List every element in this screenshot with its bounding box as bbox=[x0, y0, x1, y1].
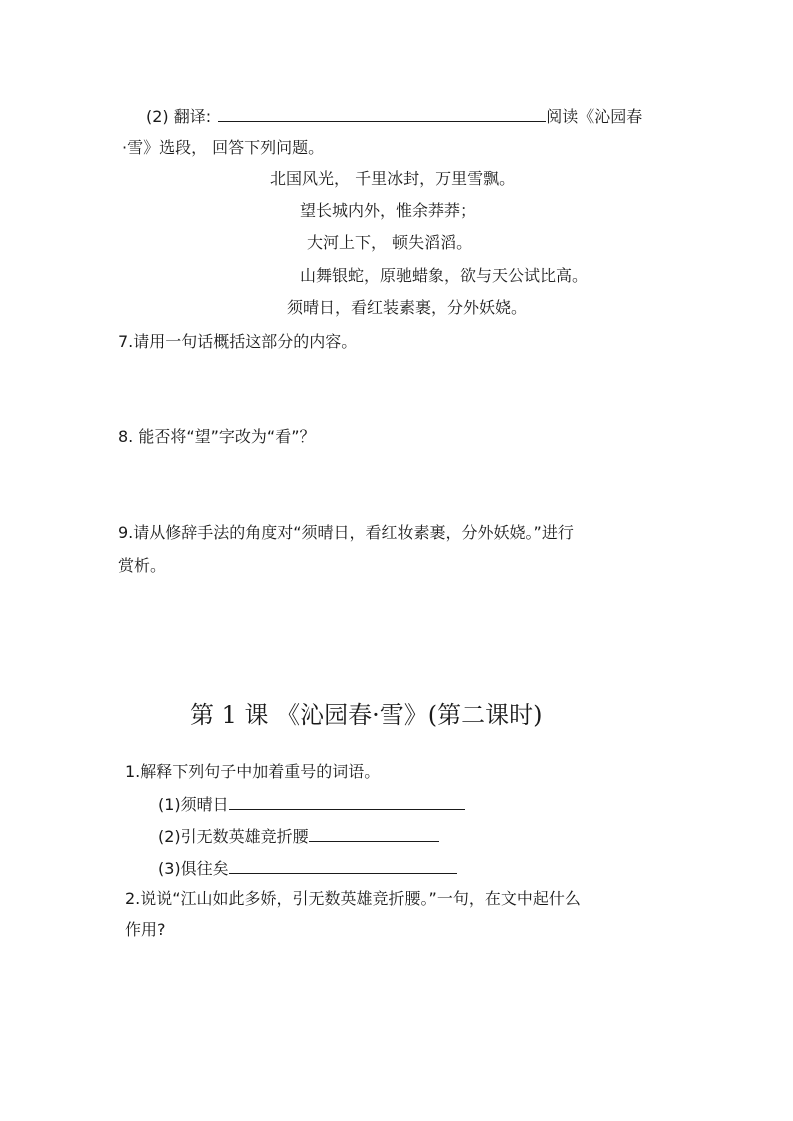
item-2-blank[interactable] bbox=[309, 825, 439, 842]
item-2 bbox=[158, 825, 439, 848]
item-1-blank[interactable] bbox=[229, 793, 465, 810]
translate-label: (2) 翻译: bbox=[146, 107, 212, 126]
poem-line-4: 山舞银蛇，原驰蜡象，欲与天公试比高。 bbox=[300, 266, 589, 285]
item-2-label: (2)引无数英雄竞折腰 bbox=[158, 827, 309, 846]
read-prompt-start: 阅读《沁园春 bbox=[546, 107, 643, 126]
lesson-title: 第 1 课 《沁园春·雪》(第二课时) bbox=[190, 701, 543, 729]
question-2-line-1: 2.说说“江山如此多娇，引无数英雄竞折腰。”一句，在文中起什么 bbox=[125, 889, 581, 908]
question-7: 7.请用一句话概括这部分的内容。 bbox=[118, 332, 358, 351]
question-9-line-1: 9.请从修辞手法的角度对“须晴日，看红妆素裹，分外妖娆。”进行 bbox=[118, 523, 574, 542]
item-3 bbox=[158, 857, 457, 880]
item-3-label: (3)俱往矣 bbox=[158, 859, 229, 878]
item-3-blank[interactable] bbox=[229, 857, 457, 874]
poem-line-2: 望长城内外，惟余莽莽； bbox=[300, 201, 477, 220]
item-1 bbox=[158, 793, 465, 816]
translate-line bbox=[146, 105, 642, 128]
item-1-label: (1)须晴日 bbox=[158, 795, 229, 814]
read-prompt-end: ·雪》选段， 回答下列问题。 bbox=[122, 138, 325, 157]
poem-line-1: 北国风光， 千里冰封，万里雪飘。 bbox=[270, 169, 516, 188]
poem-line-3: 大河上下， 顿失滔滔。 bbox=[307, 233, 473, 252]
question-2-line-2: 作用? bbox=[125, 920, 166, 939]
question-8: 8. 能否将“望”字改为“看”？ bbox=[118, 427, 316, 446]
translate-answer-blank[interactable] bbox=[218, 105, 546, 122]
question-1: 1.解释下列句子中加着重号的词语。 bbox=[125, 762, 381, 781]
poem-line-5: 须晴日，看红装素裹，分外妖娆。 bbox=[287, 298, 528, 317]
question-9-line-2: 赏析。 bbox=[118, 556, 167, 575]
